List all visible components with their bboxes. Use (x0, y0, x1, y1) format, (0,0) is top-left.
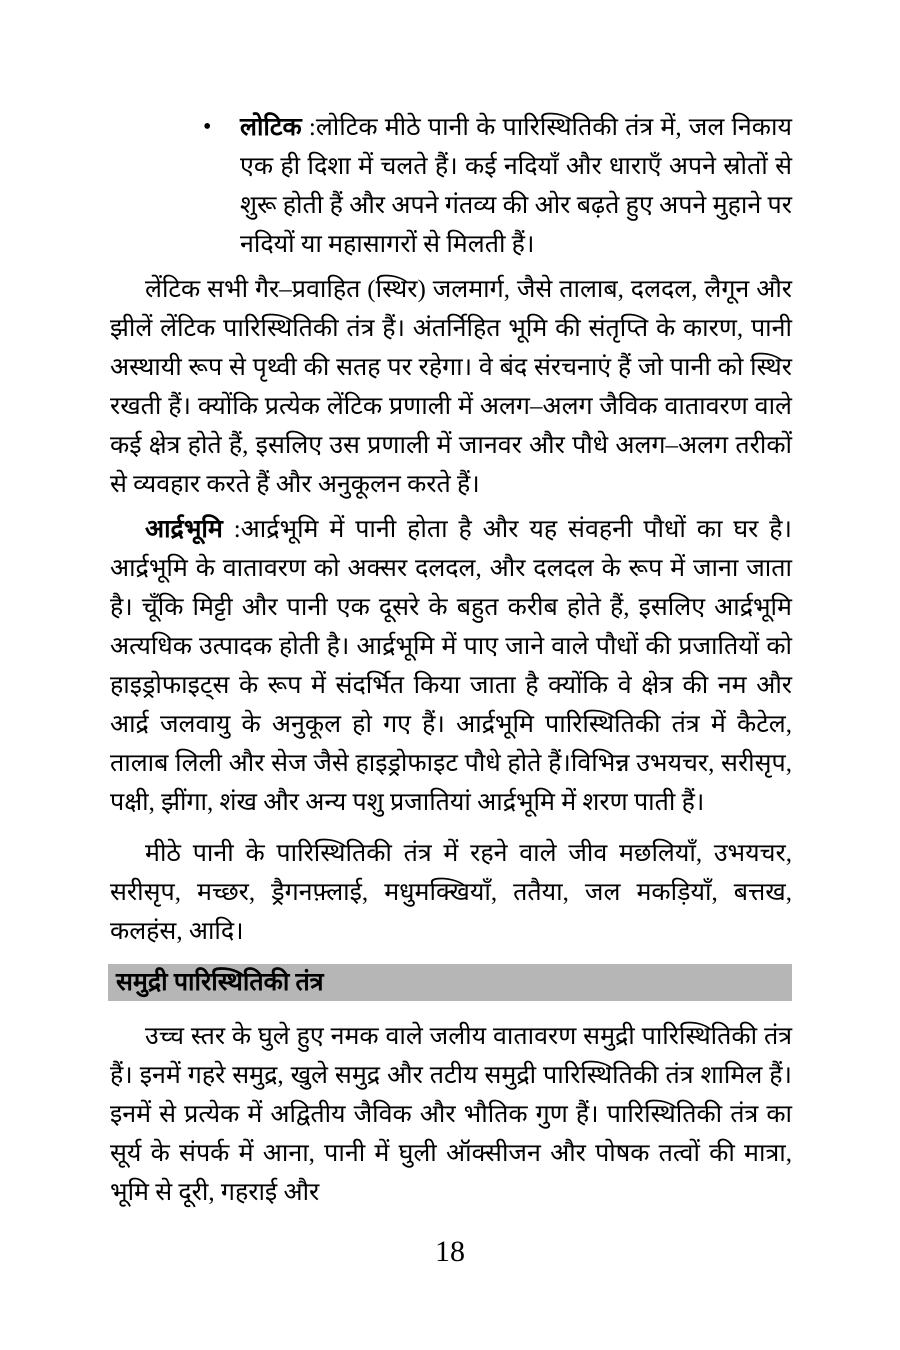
lotic-definition-text: लोटिक मीठे पानी के पारिस्थितिकी तंत्र में, जल निकाय एक ही दिशा में चलते हैं। कई नदियाँ और धाराएँ अपने स्रोतों से शुरू होती हैं और अपने गंतव्य की ओर बढ़ते हुए अपने मुहाने पर नदियों या महासागरों से मिलती हैं। (240, 114, 792, 258)
paragraph-freshwater-organisms: मीठे पानी के पारिस्थितिकी तंत्र में रहने वाले जीव मछलियाँ, उभयचर, सरीसृप, मच्छर, ड्रैगनफ़्लाई, मधुमक्खियाँ, ततैया, जल मकड़ियाँ, बत्तख, कलहंस, आदि। (110, 840, 792, 945)
paragraph-lentic: लेंटिक सभी गैर–प्रवाहित (स्थिर) जलमार्ग, जैसे तालाब, दलदल, लैगून और झीलें लेंटिक पारिस्थितिकी तंत्र हैं। अंतर्निहित भूमि की संतृप्ति के कारण, पानी अस्थायी रूप से पृथ्वी की सतह पर रहेगा। वे बंद संरचनाएं हैं जो पानी को स्थिर रखती हैं। क्योंकि प्रत्येक लेंटिक प्रणाली में अलग–अलग जैविक वातावरण वाले कई क्षेत्र होते हैं, इसलिए उस प्रणाली में जानवर और पौधे अलग–अलग तरीकों से व्यवहार करते हैं और अनुकूलन करते हैं। (110, 276, 792, 498)
section-heading-text: समुद्री पारिस्थितिकी तंत्र (116, 969, 324, 996)
term-wetland: आर्द्रभूमि (145, 516, 223, 543)
term-lotic: लोटिक (240, 114, 302, 141)
wetland-definition-text: आर्द्रभूमि में पानी होता है और यह संवहनी पौधों का घर है। आर्द्रभूमि के वातावरण को अक्सर दलदल, और दलदल के रूप में जाना जाता है। चूँकि मिट्टी और पानी एक दूसरे के बहुत करीब होते हैं, इसलिए आर्द्रभूमि अत्यधिक उत्पादक होती है। आर्द्रभूमि में पाए जाने वाले पौधों की प्रजातियों को हाइड्रोफाइट्स के रूप में संदर्भित किया जाता है क्योंकि वे क्षेत्र की नम और आर्द्र जलवायु के अनुकूल हो गए हैं। आर्द्रभूमि पारिस्थितिकी तंत्र में कैटेल, तालाब लिली और सेज जैसे हाइड्रोफाइट पौधे होते हैं।विभिन्न उभयचर, सरीसृप, पक्षी, झींगा, शंख और अन्य पशु प्रजातियां आर्द्रभूमि में शरण पाती हैं। (110, 516, 792, 816)
list-item-lotic (110, 108, 792, 264)
term-wetland-separator: : (222, 516, 241, 543)
page-number: 18 (435, 1235, 465, 1268)
page-content (110, 108, 792, 1212)
paragraph-marine-ecosystem: उच्च स्तर के घुले हुए नमक वाले जलीय वातावरण समुद्री पारिस्थितिकी तंत्र हैं। इनमें गहरे समुद्र, खुले समुद्र और तटीय समुद्री पारिस्थितिकी तंत्र शामिल हैं। इनमें से प्रत्येक में अद्वितीय जैविक और भौतिक गुण हैं। पारिस्थितिकी तंत्र का सूर्य के संपर्क में आना, पानी में घुली ऑक्सीजन और पोषक तत्वों की मात्रा, भूमि से दूरी, गहराई और (110, 1023, 792, 1206)
section-heading-marine-ecosystem (108, 964, 792, 1001)
paragraph-wetland (110, 510, 792, 822)
bullet-icon: • (203, 114, 212, 140)
term-lotic-separator: : (301, 114, 316, 141)
lotic-definition (240, 108, 792, 264)
